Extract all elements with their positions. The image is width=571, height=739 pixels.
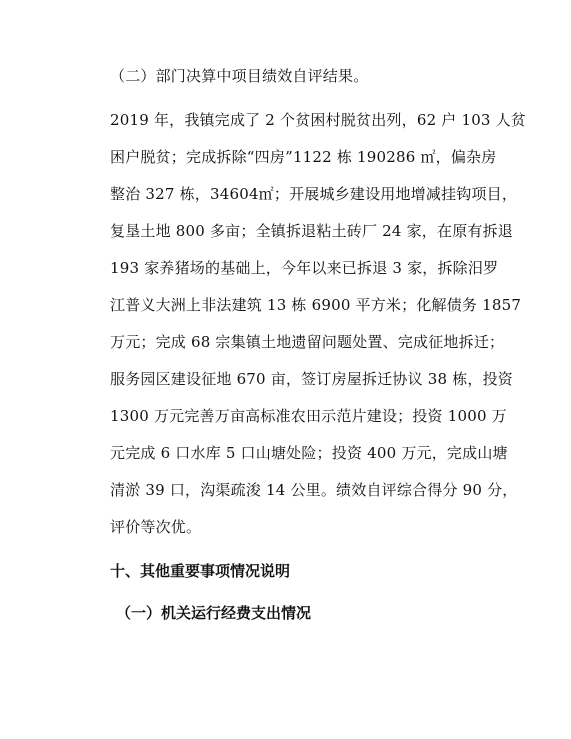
paragraph-line-10: 元完成 6 口水库 5 口山塘处险；投资 400 万元，完成山塘 (110, 444, 508, 462)
paragraph-line-9: 1300 万元完善万亩高标准农田示范片建设；投资 1000 万 (110, 407, 507, 425)
paragraph-line-12: 评价等次优。 (110, 518, 202, 536)
paragraph-line-6: 江普义大洲上非法建筑 13 栋 6900 平方米；化解债务 1857 (110, 296, 522, 314)
sub-heading: （一）机关运行经费支出情况 (116, 604, 312, 622)
paragraph-line-8: 服务园区建设征地 670 亩，签订房屋拆迁协议 38 栋，投资 (110, 370, 513, 388)
paragraph-line-11: 清淤 39 口，沟渠疏浚 14 公里。绩效自评综合得分 90 分， (110, 481, 518, 499)
paragraph-line-2: 困户脱贫；完成拆除“四房”1122 栋 190286 ㎡，偏杂房 (110, 148, 497, 166)
paragraph-line-5: 193 家养猪场的基础上，今年以来已拆退 3 家，拆除汨罗 (110, 259, 499, 277)
section-title: 十、其他重要事项情况说明 (110, 562, 291, 580)
paragraph-line-3: 整治 327 栋，34604㎡；开展城乡建设用地增减挂钩项目， (110, 185, 518, 203)
paragraph-line-4: 复垦土地 800 多亩；全镇拆退粘土砖厂 24 家，在原有拆退 (110, 222, 513, 240)
subsection-title: （二）部门决算中项目绩效自评结果。 (110, 67, 369, 85)
paragraph-line-1: 2019 年，我镇完成了 2 个贫困村脱贫出列，62 户 103 人贫 (110, 111, 527, 129)
paragraph-line-7: 万元；完成 68 宗集镇土地遗留问题处置、完成征地拆迁； (110, 333, 505, 351)
